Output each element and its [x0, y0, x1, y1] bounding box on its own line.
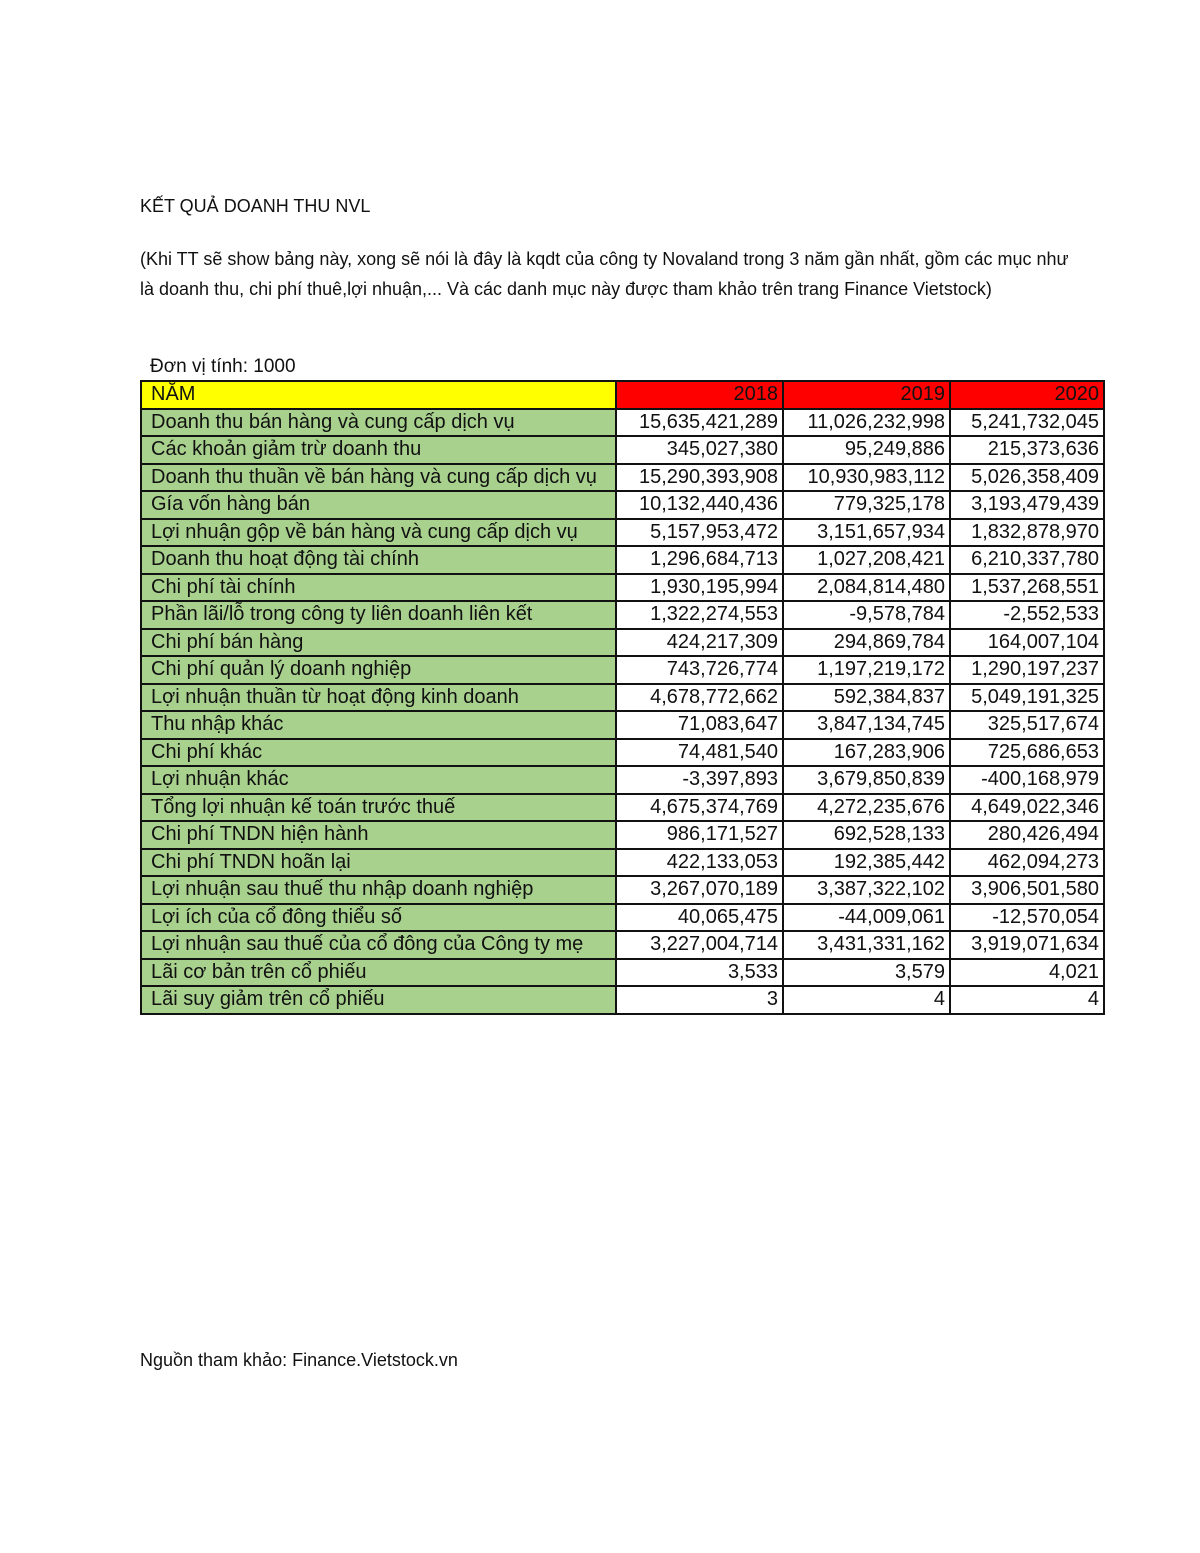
- row-value-2020: 3,906,501,580: [950, 876, 1104, 904]
- row-label: Chi phí TNDN hiện hành: [141, 821, 616, 849]
- row-value-2020: 280,426,494: [950, 821, 1104, 849]
- row-label: Lợi nhuận khác: [141, 766, 616, 794]
- table-row: [141, 684, 1104, 712]
- row-value-2018: 3,267,070,189: [616, 876, 783, 904]
- row-value-2020: 4: [950, 986, 1104, 1014]
- row-value-2020: -2,552,533: [950, 601, 1104, 629]
- unit-label: Đơn vị tính: 1000: [150, 356, 296, 377]
- row-label: Chi phí TNDN hoãn lại: [141, 849, 616, 877]
- row-value-2019: 1,197,219,172: [783, 656, 950, 684]
- table-row: [141, 436, 1104, 464]
- row-value-2018: 3: [616, 986, 783, 1014]
- page-title: KẾT QUẢ DOANH THU NVL: [140, 196, 371, 216]
- row-value-2018: 1,930,195,994: [616, 574, 783, 602]
- row-label: Doanh thu thuần về bán hàng và cung cấp dịch vụ: [141, 464, 616, 492]
- table-row: [141, 491, 1104, 519]
- row-value-2018: 71,083,647: [616, 711, 783, 739]
- row-value-2018: 3,533: [616, 959, 783, 987]
- row-value-2020: 725,686,653: [950, 739, 1104, 767]
- row-value-2019: 167,283,906: [783, 739, 950, 767]
- row-value-2018: 424,217,309: [616, 629, 783, 657]
- row-label: Các khoản giảm trừ doanh thu: [141, 436, 616, 464]
- row-label: Phần lãi/lỗ trong công ty liên doanh liên kết: [141, 601, 616, 629]
- row-label: Lợi nhuận thuần từ hoạt động kinh doanh: [141, 684, 616, 712]
- table-header-row: [141, 381, 1104, 409]
- row-value-2020: -12,570,054: [950, 904, 1104, 932]
- table-row: [141, 629, 1104, 657]
- row-value-2020: 325,517,674: [950, 711, 1104, 739]
- row-value-2020: 4,021: [950, 959, 1104, 987]
- table-row: [141, 904, 1104, 932]
- table-row: [141, 821, 1104, 849]
- row-label: Thu nhập khác: [141, 711, 616, 739]
- row-value-2020: 5,241,732,045: [950, 409, 1104, 437]
- row-value-2020: 215,373,636: [950, 436, 1104, 464]
- row-value-2020: 3,919,071,634: [950, 931, 1104, 959]
- row-value-2019: 192,385,442: [783, 849, 950, 877]
- row-value-2020: 5,026,358,409: [950, 464, 1104, 492]
- table-row: [141, 794, 1104, 822]
- row-value-2018: 15,635,421,289: [616, 409, 783, 437]
- row-value-2019: 4: [783, 986, 950, 1014]
- row-value-2018: 1,322,274,553: [616, 601, 783, 629]
- row-value-2019: -44,009,061: [783, 904, 950, 932]
- row-value-2020: -400,168,979: [950, 766, 1104, 794]
- header-year-label: NĂM: [141, 381, 616, 409]
- table-row: [141, 601, 1104, 629]
- row-value-2019: -9,578,784: [783, 601, 950, 629]
- row-value-2018: 10,132,440,436: [616, 491, 783, 519]
- header-year-2018: 2018: [616, 381, 783, 409]
- row-value-2018: 1,296,684,713: [616, 546, 783, 574]
- row-value-2020: 1,537,268,551: [950, 574, 1104, 602]
- row-value-2018: 5,157,953,472: [616, 519, 783, 547]
- table-row: [141, 656, 1104, 684]
- row-value-2020: 1,832,878,970: [950, 519, 1104, 547]
- row-value-2018: 986,171,527: [616, 821, 783, 849]
- row-value-2019: 3,387,322,102: [783, 876, 950, 904]
- table-row: [141, 931, 1104, 959]
- row-value-2020: 3,193,479,439: [950, 491, 1104, 519]
- table-row: [141, 409, 1104, 437]
- row-value-2019: 10,930,983,112: [783, 464, 950, 492]
- row-label: Lợi nhuận sau thuế của cổ đông của Công ty mẹ: [141, 931, 616, 959]
- row-value-2018: 422,133,053: [616, 849, 783, 877]
- row-label: Chi phí khác: [141, 739, 616, 767]
- revenue-table: [140, 380, 1105, 1015]
- row-value-2018: 4,675,374,769: [616, 794, 783, 822]
- row-value-2019: 779,325,178: [783, 491, 950, 519]
- row-value-2018: 4,678,772,662: [616, 684, 783, 712]
- row-value-2019: 294,869,784: [783, 629, 950, 657]
- row-value-2019: 95,249,886: [783, 436, 950, 464]
- row-label: Lãi cơ bản trên cổ phiếu: [141, 959, 616, 987]
- row-value-2020: 1,290,197,237: [950, 656, 1104, 684]
- table-row: [141, 574, 1104, 602]
- row-label: Lợi ích của cổ đông thiểu số: [141, 904, 616, 932]
- table-row: [141, 546, 1104, 574]
- source-note: Nguồn tham khảo: Finance.Vietstock.vn: [140, 1350, 458, 1370]
- row-label: Lợi nhuận gộp về bán hàng và cung cấp dịch vụ: [141, 519, 616, 547]
- row-value-2019: 692,528,133: [783, 821, 950, 849]
- row-value-2019: 3,151,657,934: [783, 519, 950, 547]
- row-label: Doanh thu bán hàng và cung cấp dịch vụ: [141, 409, 616, 437]
- row-value-2020: 6,210,337,780: [950, 546, 1104, 574]
- table-row: [141, 986, 1104, 1014]
- row-value-2020: 4,649,022,346: [950, 794, 1104, 822]
- table-row: [141, 711, 1104, 739]
- row-label: Gía vốn hàng bán: [141, 491, 616, 519]
- row-label: Lợi nhuận sau thuế thu nhập doanh nghiệp: [141, 876, 616, 904]
- row-value-2018: 15,290,393,908: [616, 464, 783, 492]
- table-row: [141, 519, 1104, 547]
- row-label: Chi phí quản lý doanh nghiệp: [141, 656, 616, 684]
- row-value-2019: 2,084,814,480: [783, 574, 950, 602]
- row-value-2019: 3,679,850,839: [783, 766, 950, 794]
- row-value-2018: -3,397,893: [616, 766, 783, 794]
- table-row: [141, 876, 1104, 904]
- table-body: [141, 381, 1104, 1014]
- row-label: Lãi suy giảm trên cổ phiếu: [141, 986, 616, 1014]
- table-row: [141, 766, 1104, 794]
- row-value-2020: 5,049,191,325: [950, 684, 1104, 712]
- row-value-2019: 11,026,232,998: [783, 409, 950, 437]
- row-value-2019: 3,579: [783, 959, 950, 987]
- row-label: Doanh thu hoạt động tài chính: [141, 546, 616, 574]
- intro-note: (Khi TT sẽ show bảng này, xong sẽ nói là đây là kqdt của công ty Novaland trong 3 năm gần nhất, gồm các mục như là doanh thu, chi phí thuê,lợi nhuận,... Và các danh mục này được tham khảo trên trang Finance Vietstock): [140, 249, 1069, 299]
- row-value-2018: 3,227,004,714: [616, 931, 783, 959]
- row-value-2018: 74,481,540: [616, 739, 783, 767]
- row-value-2019: 4,272,235,676: [783, 794, 950, 822]
- header-year-2019: 2019: [783, 381, 950, 409]
- row-label: Tổng lợi nhuận kế toán trước thuế: [141, 794, 616, 822]
- table-row: [141, 739, 1104, 767]
- row-value-2019: 592,384,837: [783, 684, 950, 712]
- row-value-2020: 164,007,104: [950, 629, 1104, 657]
- row-value-2018: 743,726,774: [616, 656, 783, 684]
- table-row: [141, 464, 1104, 492]
- row-value-2019: 3,847,134,745: [783, 711, 950, 739]
- row-value-2018: 345,027,380: [616, 436, 783, 464]
- row-value-2018: 40,065,475: [616, 904, 783, 932]
- row-value-2019: 3,431,331,162: [783, 931, 950, 959]
- row-label: Chi phí tài chính: [141, 574, 616, 602]
- table-row: [141, 849, 1104, 877]
- table-row: [141, 959, 1104, 987]
- row-label: Chi phí bán hàng: [141, 629, 616, 657]
- row-value-2020: 462,094,273: [950, 849, 1104, 877]
- row-value-2019: 1,027,208,421: [783, 546, 950, 574]
- header-year-2020: 2020: [950, 381, 1104, 409]
